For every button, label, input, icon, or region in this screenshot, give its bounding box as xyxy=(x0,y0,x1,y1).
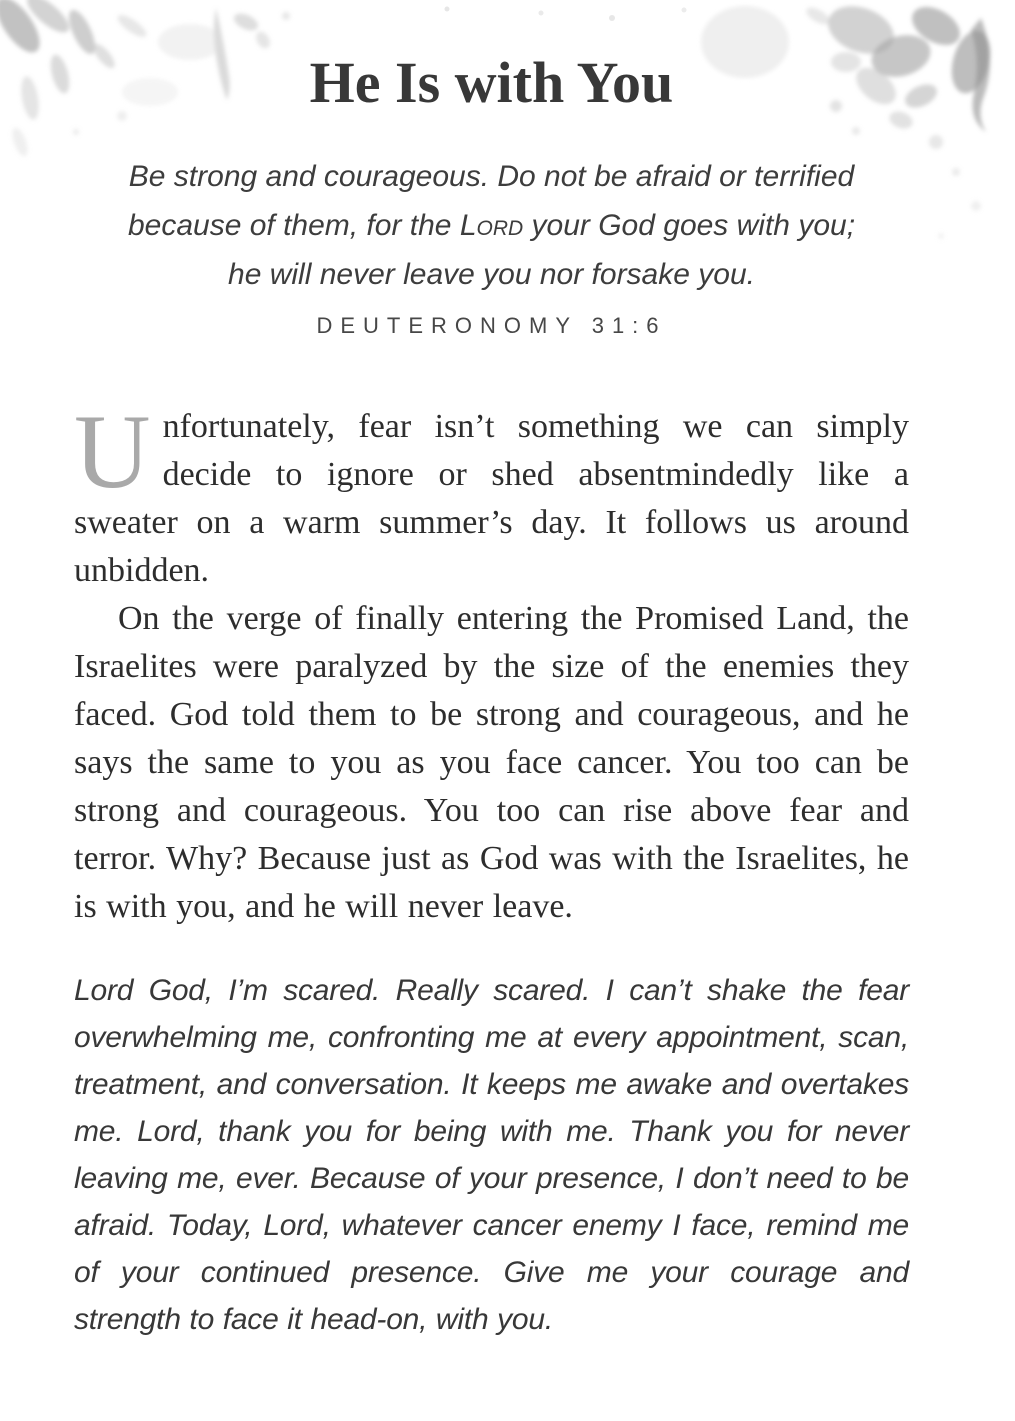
devotional-body xyxy=(74,393,909,931)
epigraph-line-1: Be strong and courageous. Do not be afraid or terrified xyxy=(128,160,855,193)
epigraph-line-2-pre: because of them, for the xyxy=(127,209,460,242)
prayer-text: Lord God, I’m scared. Really scared. I can’t shake the fear overwhelming me, confronting me at every appointment, scan, treatment, and conversation. It keeps me awake and overtakes me. Lord, thank you for being with me. Thank you for never leaving me, ever. Because of your presence, I don’t need to be afraid. Today, Lord, whatever cancer enemy I face, remind me of your continued presence. Give me your courage and strength to face it head-on, with you. xyxy=(74,974,909,1336)
lord-smallcaps-text: Lord xyxy=(459,209,524,242)
epigraph-line-2-post: your God goes with you; xyxy=(523,209,856,242)
paragraph-opening-text: nfortunately, fear isn’t something we can simply decide to ignore or shed absentmindedly like a sweater on a warm summer’s day. It follows us around unbidden. xyxy=(74,408,909,589)
epigraph-line-3: he will never leave you nor forsake you. xyxy=(228,258,755,291)
epigraph-line-2 xyxy=(74,201,909,250)
paragraph-opening xyxy=(74,393,909,595)
scripture-reference: DEUTERONOMY 31:6 xyxy=(316,313,667,338)
scripture-epigraph xyxy=(74,152,909,299)
page-content xyxy=(0,50,1015,1343)
chapter-title: He Is with You xyxy=(309,50,674,115)
drop-cap: U xyxy=(74,393,151,510)
watercolor-dots-top-center xyxy=(445,7,687,22)
paragraph-second: On the verge of finally entering the Promised Land, the Israelites were paralyzed by the size of the enemies they faced. God told them to be strong and courageous, and he says the same to you as you face cancer. You too can be strong and courageous. You too can rise above fear and terror. Why? Because just as God was with the Israelites, he is with you, and he will never leave. xyxy=(74,600,909,925)
